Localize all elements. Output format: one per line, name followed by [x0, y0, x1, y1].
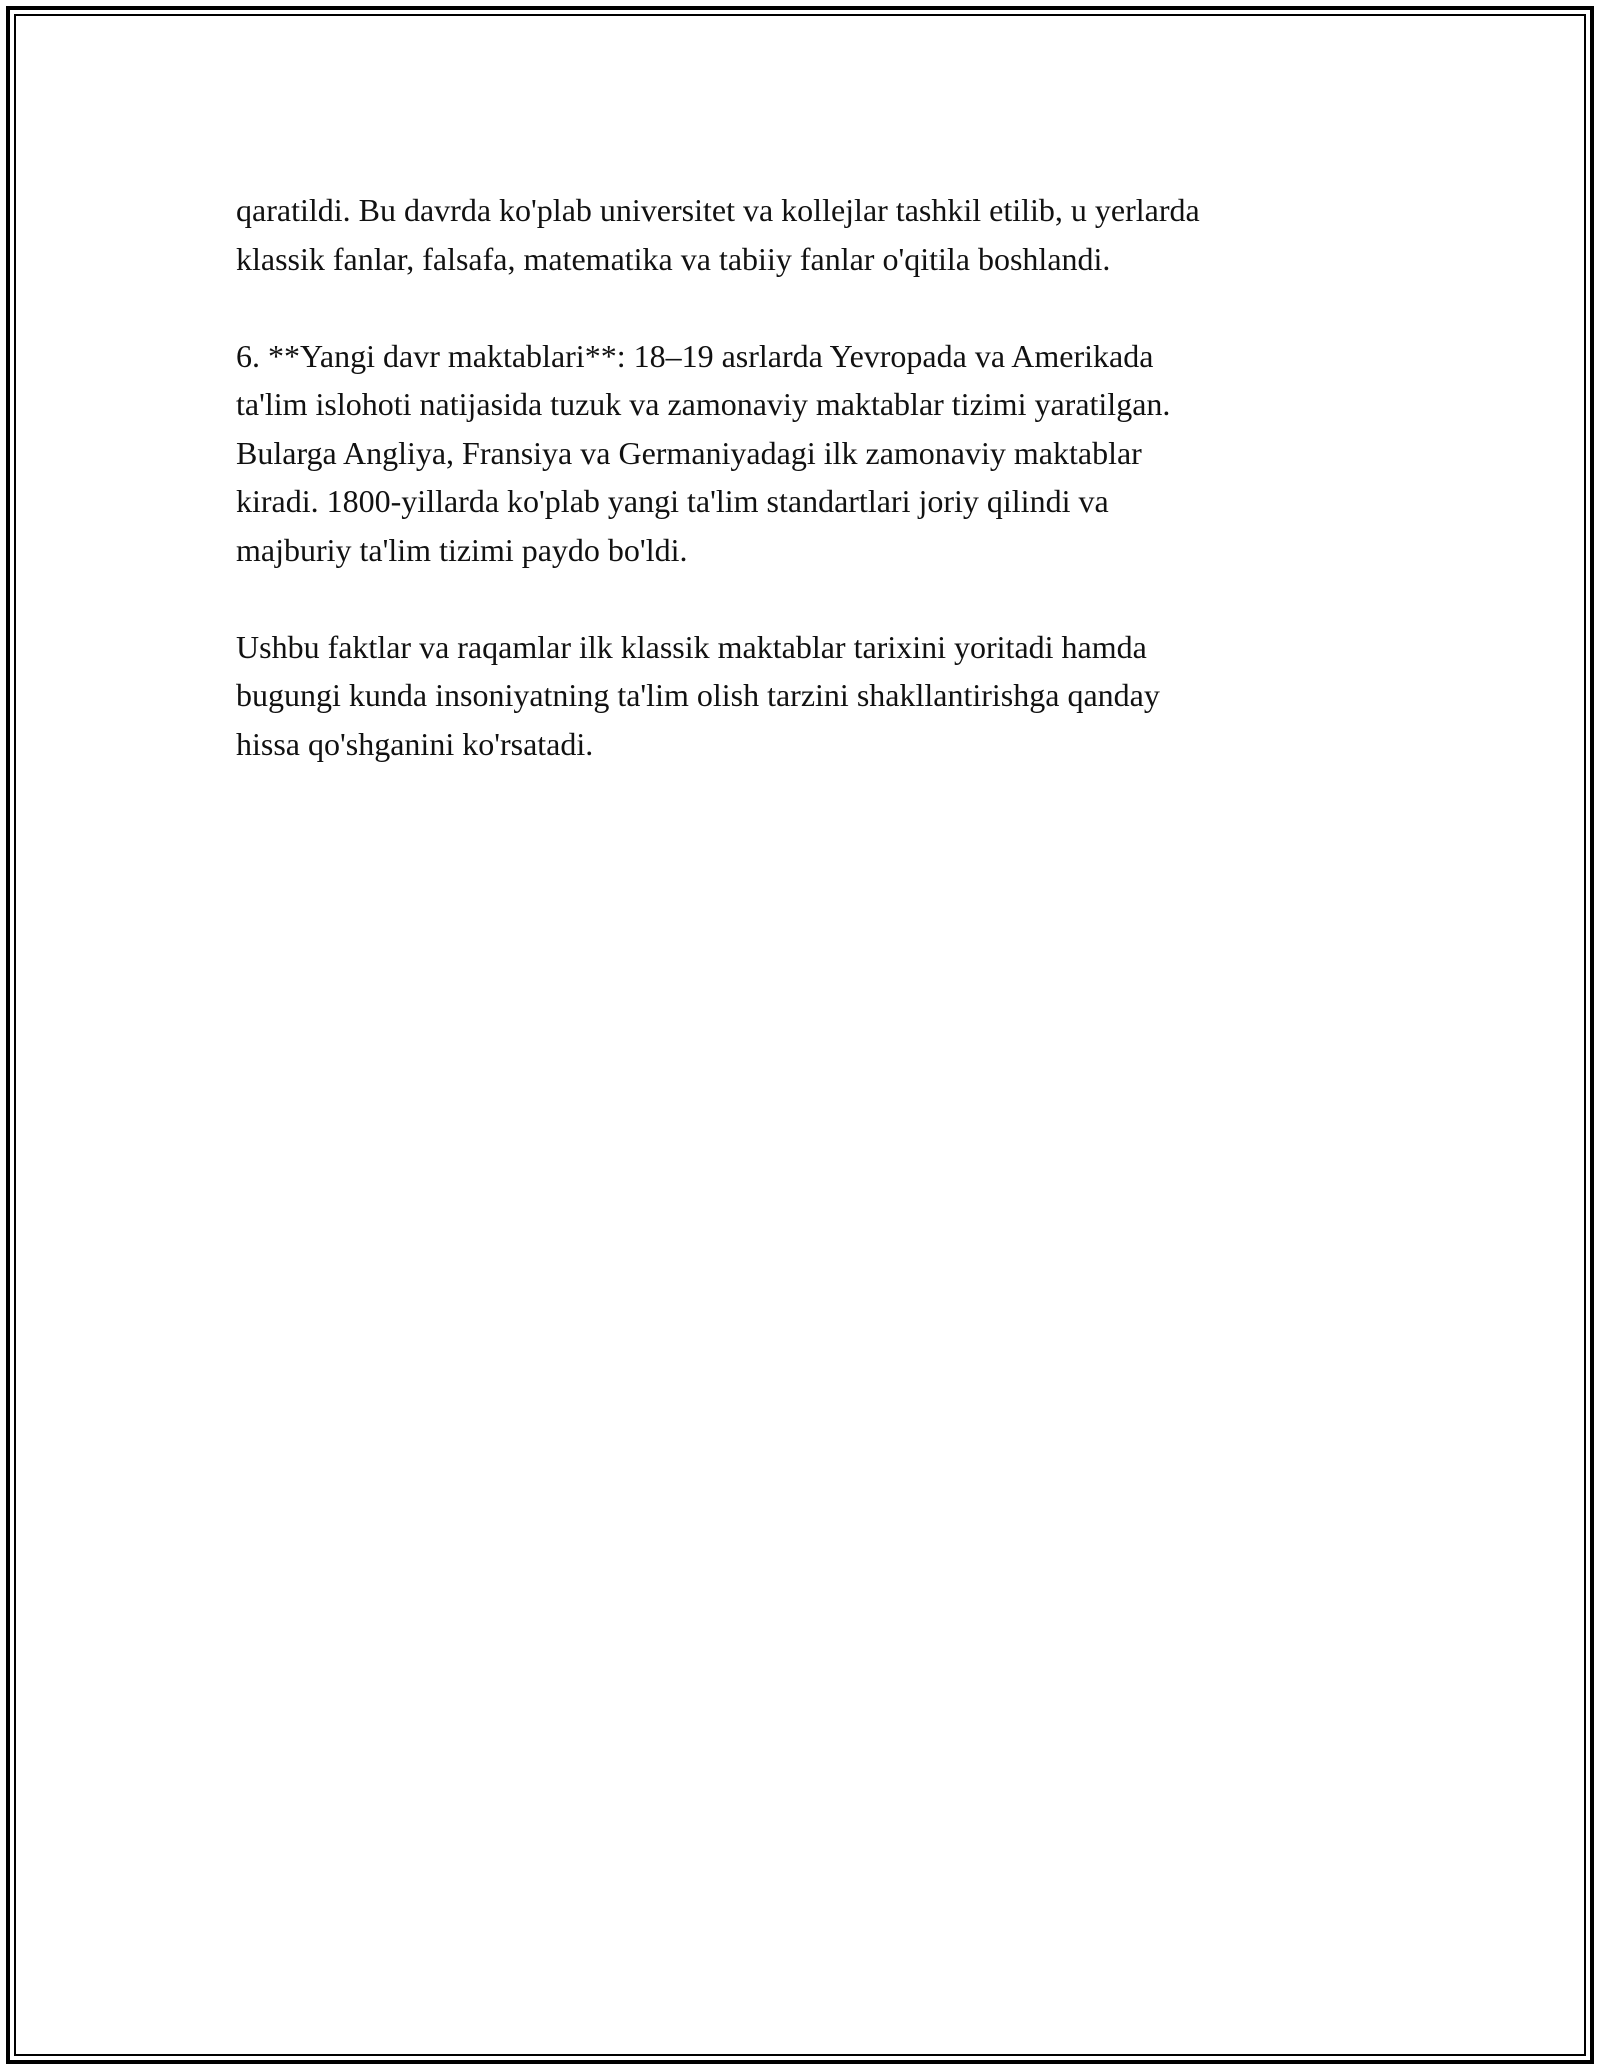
- text-line: Ushbu faktlar va raqamlar ilk klassik maktablar tarixini yoritadi hamda: [236, 628, 1147, 665]
- paragraph-item-6: [236, 332, 1366, 575]
- text-line: 6. **Yangi davr maktablari**: 18–19 asrlarda Yevropada va Amerikada: [236, 337, 1154, 374]
- text-line: qaratildi. Bu davrda ko'plab universitet va kollejlar tashkil etilib, u yerlarda: [236, 192, 1200, 228]
- text-line: hissa qo'shganini ko'rsatadi.: [236, 725, 594, 762]
- text-line: majburiy ta'lim tizimi paydo bo'ldi.: [236, 531, 688, 568]
- paragraph-continuation: [236, 186, 1366, 283]
- text-line: kiradi. 1800-yillarda ko'plab yangi ta'lim standartlari joriy qilindi va: [236, 483, 1109, 519]
- paragraph-conclusion: [236, 623, 1366, 769]
- text-line: Bularga Angliya, Fransiya va Germaniyadagi ilk zamonaviy maktablar: [236, 434, 1142, 471]
- text-line: klassik fanlar, falsafa, matematika va tabiiy fanlar o'qitila boshlandi.: [236, 240, 1111, 277]
- document-body: [236, 186, 1366, 817]
- text-line: bugungi kunda insoniyatning ta'lim olish tarzini shakllantirishga qanday: [236, 677, 1160, 713]
- text-line: ta'lim islohoti natijasida tuzuk va zamonaviy maktablar tizimi yaratilgan.: [236, 386, 1171, 422]
